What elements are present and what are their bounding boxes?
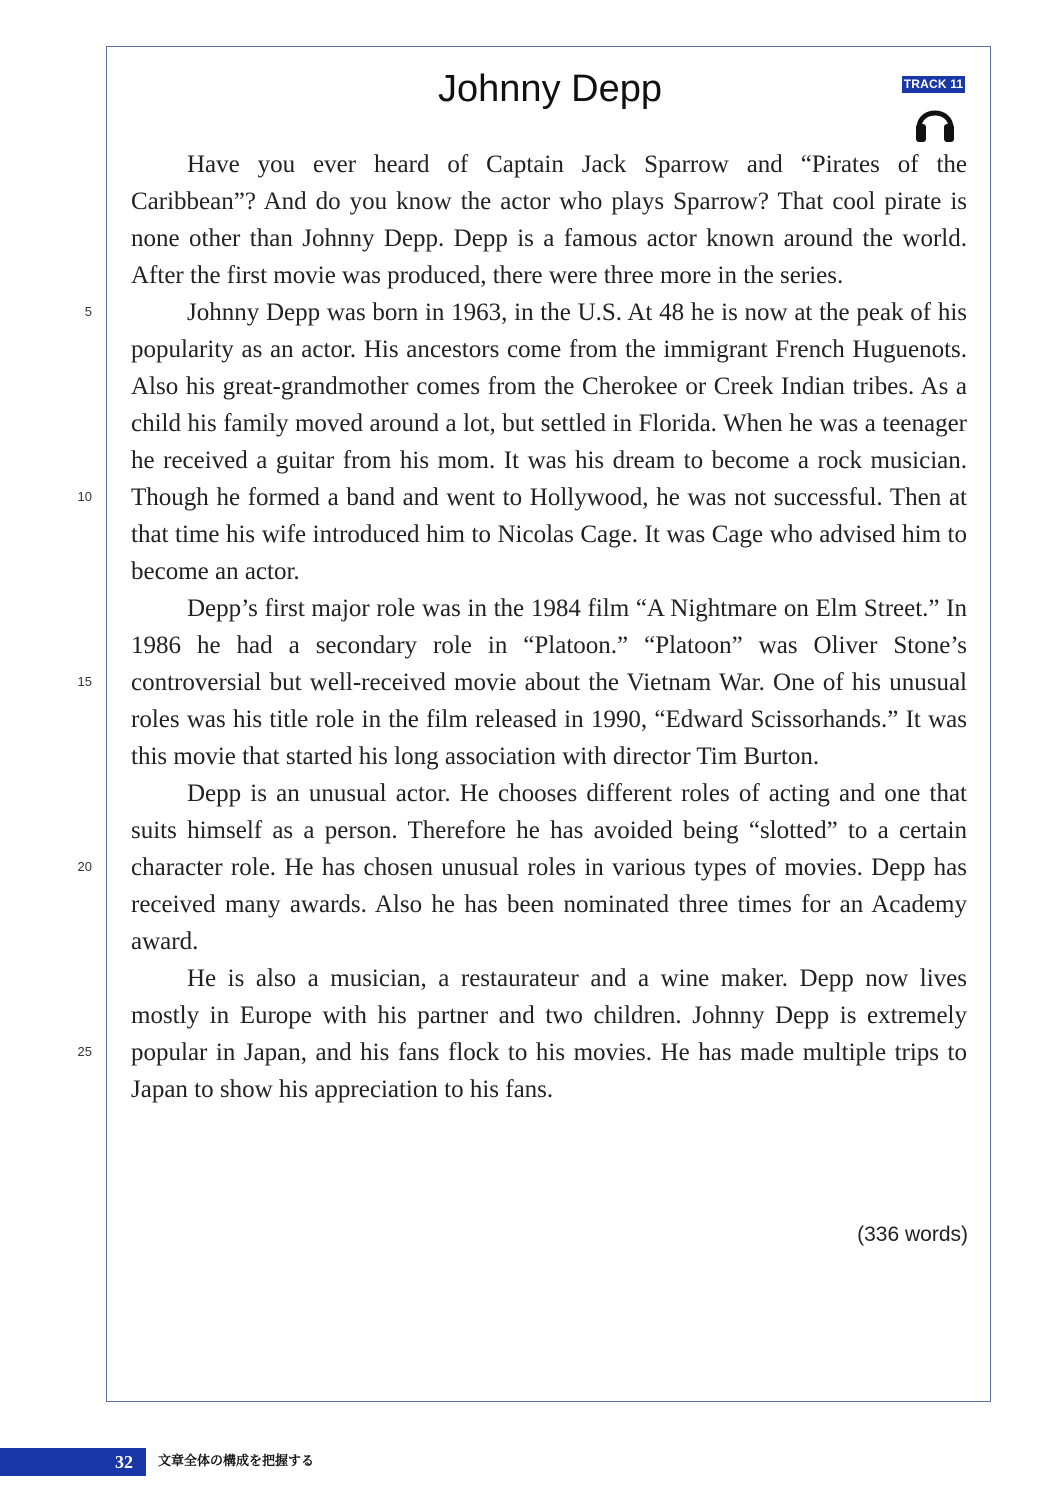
paragraph-5: He is also a musician, a restaurateur and a wine maker. Depp now lives mostly in Europe with his partner and two children. Johnny Depp is extremely popular in Japan, and his fans flock to his movies. He has made multiple trips to Japan to show his appreciation to his fans. [131,965,967,1103]
paragraph-4: Depp is an unusual actor. He chooses different roles of acting and one that suits himself as a person. Therefore he has avoided being “slotted” to a certain character role. He has chosen unusual roles in various types of movies. Depp has received many awards. Also he has been nominated three times for an Academy award. [131,780,967,955]
line-number-5: 5 [84,304,92,319]
article-body [131,146,967,1108]
line-number-15: 15 [77,674,92,689]
page-number: 32 [115,1452,133,1472]
footer-label: 文章全体の構成を把握する [158,1454,315,1469]
headphones-icon [913,98,957,144]
line-number-10: 10 [77,489,92,504]
paragraph-2: Johnny Depp was born in 1963, in the U.S. At 48 he is now at the peak of his popularity as an actor. His ancestors come from the immigrant French Huguenots. Also his great-grandmother comes from the Cherokee or Creek Indian tribes. As a child his family moved around a lot, but settled in Florida. When he was a teenager he received a guitar from his mom. It was his dream to become a rock musician. Though he formed a band and went to Hollywood, he was not successful. Then at that time his wife introduced him to Nicolas Cage. It was Cage who advised him to become an actor. [131,299,967,585]
line-number-25: 25 [77,1044,92,1059]
paragraph-3: Depp’s first major role was in the 1984 film “A Nightmare on Elm Street.” In 1986 he had a secondary role in “Platoon.” “Platoon” was Oliver Stone’s controversial but well-received movie about the Vietnam War. One of his unusual roles was his title role in the film released in 1990, “Edward Scissorhands.” It was this movie that started his long association with director Tim Burton. [131,595,967,770]
line-number-20: 20 [77,859,92,874]
word-count: (336 words) [857,1223,968,1246]
page-title: Johnny Depp [438,68,662,110]
paragraph-1: Have you ever heard of Captain Jack Sparrow and “Pirates of the Caribbean”? And do you know the actor who plays Sparrow? That cool pirate is none other than Johnny Depp. Depp is a famous actor known around the world. After the first movie was produced, there were three more in the series. [131,151,967,289]
track-badge: TRACK 11 [903,77,964,91]
